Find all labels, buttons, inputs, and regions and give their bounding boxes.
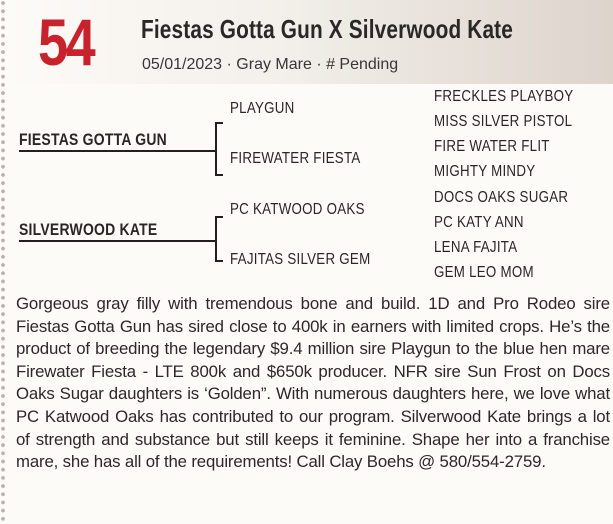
dam-line xyxy=(19,240,217,242)
sire-name: FIESTAS GOTTA GUN xyxy=(19,130,167,149)
sire-dam: FIREWATER FIESTA xyxy=(230,150,361,167)
horse-subtitle: 05/01/2023 · Gray Mare · # Pending xyxy=(142,56,399,73)
ancestor-8: GEM LEO MOM xyxy=(434,264,534,281)
dam-sire: PC KATWOOD OAKS xyxy=(230,201,365,218)
ancestor-6: PC KATY ANN xyxy=(434,214,524,231)
sire-line xyxy=(19,150,217,152)
sire-bracket xyxy=(215,122,217,176)
header-banner xyxy=(8,0,613,84)
ancestor-2: MISS SILVER PISTOL xyxy=(434,113,573,130)
dam-bracket-bottom xyxy=(215,260,223,262)
ancestor-5: DOCS OAKS SUGAR xyxy=(434,189,569,206)
ancestor-7: LENA FAJITA xyxy=(434,239,518,256)
dam-bracket-top xyxy=(215,216,223,218)
ancestor-3: FIRE WATER FLIT xyxy=(434,138,550,155)
sire-bracket-top xyxy=(215,122,223,124)
dotted-border xyxy=(0,0,8,524)
sire-sire: PLAYGUN xyxy=(230,100,295,117)
ancestor-4: MIGHTY MINDY xyxy=(434,163,536,180)
ancestor-1: FRECKLES PLAYBOY xyxy=(434,88,574,105)
dam-name: SILVERWOOD KATE xyxy=(19,220,158,239)
lot-number: 54 xyxy=(38,5,94,79)
description: Gorgeous gray filly with tremendous bone and build. 1D and Pro Rodeo sire Fiestas Gotta Gun has sired close to 400k in earners with limited crops. He’s the product of breeding the legendary $9.4 million sire Playgun to the blue hen mare Firewater Fiesta - LTE 800k and $650k producer. NFR sire Sun Frost on Docs Oaks Sugar daughters is ‘Golden”. With numerous daughters here, we love what PC Katwood Oaks has contributed to our program. Silverwood Kate brings a lot of strength and substance but still keeps it feminine. Shape her into a franchise mare, she has all of the requirements! Call Clay Boehs @ 580/554-2759. xyxy=(16,294,610,472)
dam-dam: FAJITAS SILVER GEM xyxy=(230,251,371,268)
horse-title: Fiestas Gotta Gun X Silverwood Kate xyxy=(141,14,513,44)
sire-bracket-bottom xyxy=(215,174,223,176)
dam-bracket xyxy=(215,216,217,262)
